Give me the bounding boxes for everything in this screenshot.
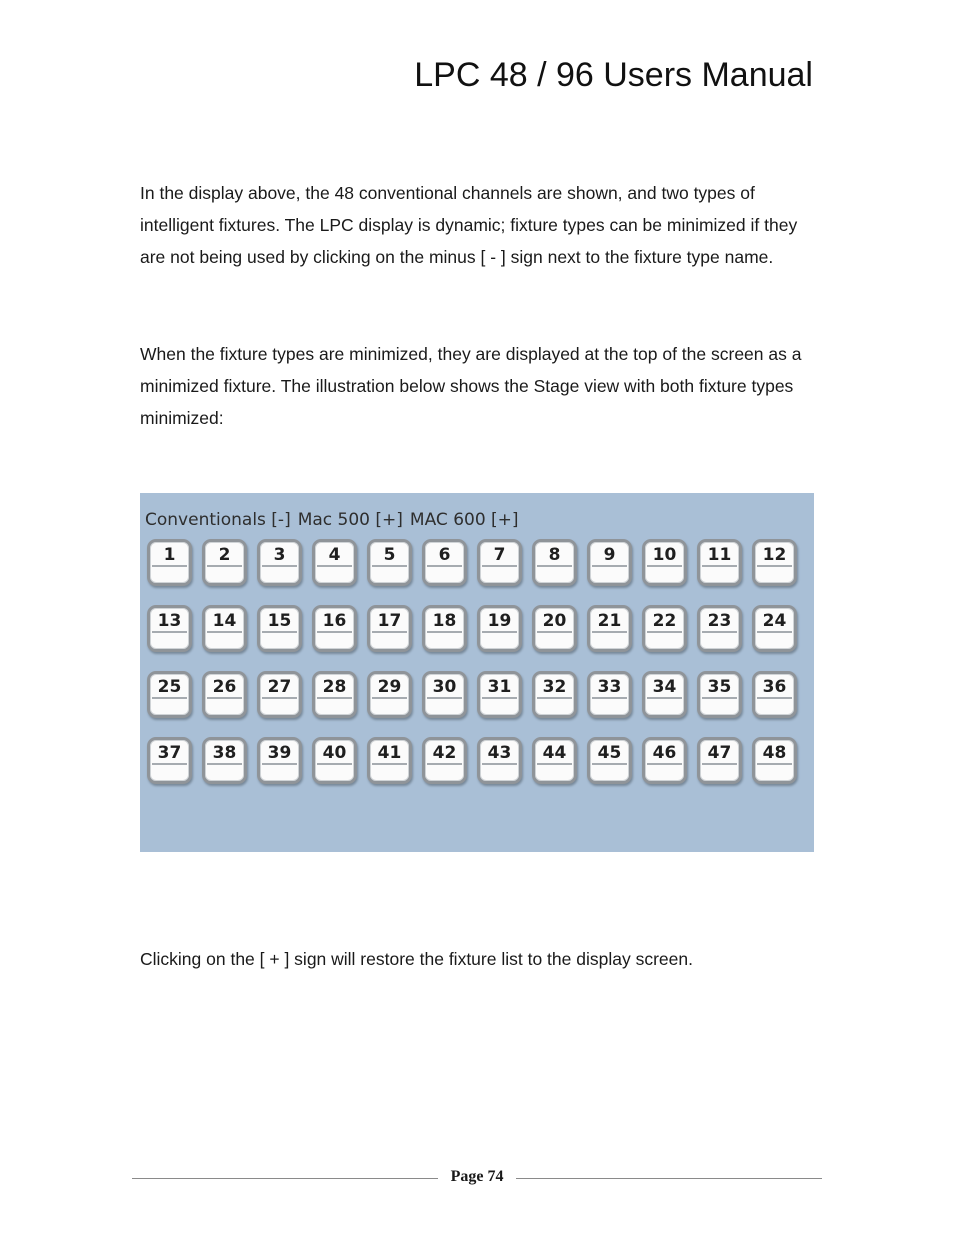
channel-button[interactable] [587, 671, 632, 718]
channel-button[interactable] [257, 737, 302, 784]
channel-number: 27 [267, 677, 292, 697]
channel-button[interactable] [147, 605, 192, 652]
channel-level-divider [482, 631, 517, 633]
channel-level-divider [647, 565, 682, 567]
channel-number: 18 [432, 611, 457, 631]
channel-button[interactable] [587, 539, 632, 586]
channel-number: 1 [163, 545, 176, 565]
channel-button[interactable] [532, 605, 577, 652]
fixture-type-mac-600[interactable]: MAC 600 [+] [409, 510, 519, 530]
channel-number: 15 [267, 611, 292, 631]
channel-button[interactable] [312, 539, 357, 586]
channel-level-divider [262, 565, 297, 567]
channel-level-divider [152, 631, 187, 633]
channel-button[interactable] [532, 737, 577, 784]
channel-number: 48 [762, 743, 787, 763]
channel-number: 12 [762, 545, 787, 565]
channel-number: 6 [438, 545, 451, 565]
restore-paragraph: Clicking on the [ + ] sign will restore the fixture list to the display screen. [140, 949, 693, 969]
channel-level-divider [427, 697, 462, 699]
channel-level-divider [647, 697, 682, 699]
channel-level-divider [262, 631, 297, 633]
channel-button[interactable] [752, 737, 797, 784]
channel-button[interactable] [697, 737, 742, 784]
channel-number: 31 [487, 677, 512, 697]
channel-button[interactable] [752, 605, 797, 652]
channel-number: 16 [322, 611, 347, 631]
channel-number: 4 [328, 545, 341, 565]
channel-button[interactable] [202, 539, 247, 586]
stage-view-screenshot [140, 493, 814, 852]
channel-number: 11 [707, 545, 732, 565]
channel-level-divider [317, 697, 352, 699]
channel-number: 45 [597, 743, 622, 763]
channel-number: 44 [542, 743, 567, 763]
channel-level-divider [372, 763, 407, 765]
channel-number: 3 [273, 545, 286, 565]
fixture-type-mac-500[interactable]: Mac 500 [+] [297, 510, 403, 530]
channel-level-divider [537, 763, 572, 765]
channel-number: 10 [652, 545, 677, 565]
channel-level-divider [427, 763, 462, 765]
channel-number: 38 [212, 743, 237, 763]
channel-button[interactable] [147, 737, 192, 784]
channel-number: 29 [377, 677, 402, 697]
channel-number: 40 [322, 743, 347, 763]
channel-number: 37 [157, 743, 182, 763]
channel-button[interactable] [367, 605, 412, 652]
intro-paragraph: In the display above, the 48 conventional channels are shown, and two types of intelligent fixtures. The LPC display is dynamic; fixture types can be minimized if they are not being used by clicking on the minus [ - ] sign next to the fixture type name. [140, 183, 798, 267]
channel-number: 42 [432, 743, 457, 763]
channel-level-divider [207, 631, 242, 633]
channel-level-divider [757, 763, 792, 765]
channel-button[interactable] [422, 671, 467, 718]
channel-level-divider [592, 565, 627, 567]
page-number: Page 74 [450, 1168, 504, 1185]
channel-number: 30 [432, 677, 457, 697]
page-title: LPC 48 / 96 Users Manual [414, 56, 813, 94]
channel-number: 22 [652, 611, 677, 631]
channel-number: 13 [157, 611, 182, 631]
channel-number: 7 [493, 545, 506, 565]
channel-button[interactable] [532, 539, 577, 586]
channel-button[interactable] [477, 671, 522, 718]
channel-level-divider [537, 631, 572, 633]
channel-button[interactable] [752, 671, 797, 718]
channel-button[interactable] [642, 605, 687, 652]
channel-button[interactable] [147, 539, 192, 586]
channel-button[interactable] [312, 671, 357, 718]
channel-number: 36 [762, 677, 787, 697]
channel-button[interactable] [367, 737, 412, 784]
channel-level-divider [207, 697, 242, 699]
channel-level-divider [482, 697, 517, 699]
channel-button[interactable] [202, 671, 247, 718]
channel-button[interactable] [257, 539, 302, 586]
channel-number: 23 [707, 611, 732, 631]
channel-number: 39 [267, 743, 292, 763]
channel-button[interactable] [642, 737, 687, 784]
channel-level-divider [152, 565, 187, 567]
fixture-type-conventionals[interactable]: Conventionals [-] [145, 510, 291, 530]
channel-level-divider [317, 763, 352, 765]
channel-level-divider [372, 565, 407, 567]
page-footer [132, 1168, 822, 1190]
channel-button[interactable] [642, 671, 687, 718]
channel-level-divider [427, 631, 462, 633]
channel-level-divider [482, 565, 517, 567]
channel-button[interactable] [477, 737, 522, 784]
channel-level-divider [702, 631, 737, 633]
channel-button[interactable] [587, 605, 632, 652]
channel-number: 19 [487, 611, 512, 631]
channel-level-divider [647, 631, 682, 633]
channel-button[interactable] [422, 605, 467, 652]
channel-level-divider [317, 565, 352, 567]
channel-button[interactable] [312, 605, 357, 652]
channel-number: 17 [377, 611, 402, 631]
fixture-type-bar [145, 510, 519, 530]
channel-number: 5 [383, 545, 396, 565]
channel-button[interactable] [202, 737, 247, 784]
channel-level-divider [207, 763, 242, 765]
channel-button[interactable] [257, 671, 302, 718]
channel-level-divider [207, 565, 242, 567]
channel-level-divider [757, 631, 792, 633]
channel-level-divider [372, 631, 407, 633]
channel-level-divider [372, 697, 407, 699]
channel-button[interactable] [202, 605, 247, 652]
channel-number: 43 [487, 743, 512, 763]
channel-level-divider [152, 697, 187, 699]
channel-number: 2 [218, 545, 231, 565]
channel-number: 35 [707, 677, 732, 697]
channel-level-divider [592, 697, 627, 699]
channel-button[interactable] [312, 737, 357, 784]
channel-number: 46 [652, 743, 677, 763]
channel-number: 9 [603, 545, 616, 565]
channel-number: 24 [762, 611, 787, 631]
channel-number: 14 [212, 611, 237, 631]
channel-button[interactable] [257, 605, 302, 652]
channel-number: 47 [707, 743, 732, 763]
channel-level-divider [482, 763, 517, 765]
channel-level-divider [757, 565, 792, 567]
channel-number: 28 [322, 677, 347, 697]
channel-level-divider [757, 697, 792, 699]
channel-button[interactable] [697, 605, 742, 652]
channel-level-divider [262, 763, 297, 765]
minimized-paragraph: When the fixture types are minimized, they are displayed at the top of the screen as a minimized fixture. The illustration below shows the Stage view with both fixture types minimized: [140, 344, 802, 428]
channel-number: 41 [377, 743, 402, 763]
channel-button[interactable] [147, 671, 192, 718]
channel-level-divider [702, 565, 737, 567]
channel-number: 20 [542, 611, 567, 631]
channel-button[interactable] [642, 539, 687, 586]
channel-level-divider [647, 763, 682, 765]
channel-level-divider [317, 631, 352, 633]
channel-level-divider [262, 697, 297, 699]
channel-level-divider [592, 763, 627, 765]
channel-level-divider [537, 565, 572, 567]
channel-button[interactable] [422, 539, 467, 586]
channel-number: 21 [597, 611, 622, 631]
channel-button[interactable] [587, 737, 632, 784]
channel-number: 33 [597, 677, 622, 697]
footer-rule-right [516, 1178, 822, 1179]
channel-level-divider [427, 565, 462, 567]
channel-button[interactable] [477, 539, 522, 586]
channel-number: 34 [652, 677, 677, 697]
channel-number: 8 [548, 545, 561, 565]
channel-level-divider [702, 697, 737, 699]
channel-number: 25 [157, 677, 182, 697]
channel-level-divider [592, 631, 627, 633]
channel-grid [147, 539, 797, 784]
channel-button[interactable] [477, 605, 522, 652]
channel-level-divider [702, 763, 737, 765]
channel-button[interactable] [697, 671, 742, 718]
channel-button[interactable] [697, 539, 742, 586]
channel-number: 26 [212, 677, 237, 697]
channel-button[interactable] [367, 671, 412, 718]
channel-level-divider [537, 697, 572, 699]
channel-button[interactable] [752, 539, 797, 586]
channel-button[interactable] [532, 671, 577, 718]
channel-number: 32 [542, 677, 567, 697]
channel-level-divider [152, 763, 187, 765]
channel-button[interactable] [422, 737, 467, 784]
channel-button[interactable] [367, 539, 412, 586]
